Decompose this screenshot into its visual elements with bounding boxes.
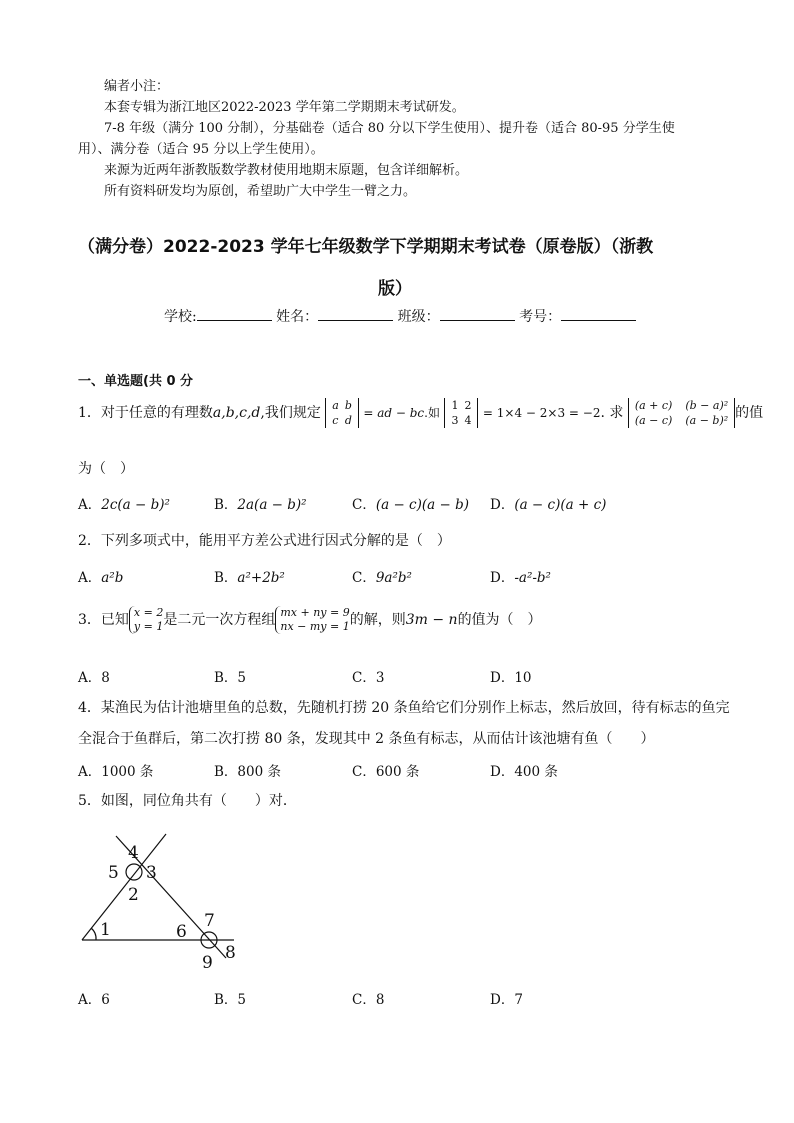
q5-angle-figure <box>70 818 250 974</box>
note-line-3: 来源为近两年浙教版数学教材使用地期末原题，包含详细解析。 <box>104 163 469 178</box>
name-field[interactable] <box>318 307 393 321</box>
q5-option-a[interactable]: A．6 <box>78 992 110 1008</box>
q1-ex-prefix: .如 <box>424 406 440 420</box>
q3-mid: 是二元一次方程组 <box>163 612 276 628</box>
section-heading: 一、单选题(共 0 分 <box>78 374 194 389</box>
q5-option-d[interactable]: D．7 <box>490 992 523 1008</box>
q2-option-b[interactable]: B．a²+2b² <box>214 570 285 586</box>
q4-option-a[interactable]: A．1000 条 <box>78 764 154 780</box>
q2-option-d[interactable]: D．-a²-b² <box>490 570 551 586</box>
q3-option-d[interactable]: D．10 <box>490 670 532 686</box>
page-title-line-2: 版） <box>378 279 412 299</box>
q4-option-d[interactable]: D．400 条 <box>490 764 558 780</box>
question-1-line-2: 为（ ） <box>78 461 134 477</box>
figure-label-6: 6 <box>176 922 187 942</box>
q4-option-b[interactable]: B．800 条 <box>214 764 281 780</box>
q1-ask: . 求 <box>600 405 624 421</box>
question-5-stem: 5．如图，同位角共有（ ）对． <box>78 793 297 809</box>
q3-option-c[interactable]: C．3 <box>352 670 385 686</box>
q3-solution-system: x = 2 y = 1 <box>129 606 163 634</box>
question-4-line-1: 4．某渔民为估计池塘里鱼的总数，先随机打捞 20 条鱼给它们分别作上标志，然后放回，待有标志的鱼完 <box>78 700 730 716</box>
class-label: 班级： <box>397 309 440 325</box>
note-line-2b: 用）、满分卷（适合 95 分以上学生使用）。 <box>78 142 324 157</box>
question-4-line-2: 全混合于鱼群后，第二次打捞 80 条，发现其中 2 条鱼有标志，从而估计该池塘有鱼（ ） <box>78 731 655 747</box>
figure-line-left <box>82 834 166 940</box>
q3-suffix-1: 的解，则 <box>349 612 406 628</box>
name-label: 姓名： <box>276 309 319 325</box>
figure-label-9: 9 <box>202 953 213 973</box>
q1-suffix: 的值 <box>735 405 764 421</box>
q5-option-b[interactable]: B．5 <box>214 992 247 1008</box>
note-line-1: 本套专辑为浙江地区2022-2023 学年第二学期期末考试研发。 <box>104 100 465 115</box>
figure-label-7: 7 <box>204 911 215 931</box>
figure-label-1: 1 <box>100 920 111 940</box>
page-title-line-1: （满分卷）2022-2023 学年七年级数学下学期期末考试卷（原卷版）（浙教 <box>78 237 654 257</box>
figure-label-4: 4 <box>128 843 139 863</box>
q1-determinant-example: 1 2 3 4 <box>444 398 478 428</box>
number-label: 考号： <box>519 309 562 325</box>
q1-option-d[interactable]: D．(a − c)(a + c) <box>490 497 607 513</box>
q2-option-c[interactable]: C．9a²b² <box>352 570 412 586</box>
figure-circle-top <box>126 864 142 880</box>
q3-prefix: 3．已知 <box>78 612 129 628</box>
q1-prefix: 1．对于任意的有理数 <box>78 405 213 421</box>
q5-option-c[interactable]: C．8 <box>352 992 385 1008</box>
q3-option-a[interactable]: A．8 <box>78 670 110 686</box>
note-line-4: 所有资料研发均为原创，希望助广大中学生一臂之力。 <box>104 184 417 199</box>
q1-determinant-ask: (a + c) (b − a)² (a − c) (a − b)² <box>628 398 735 428</box>
q1-determinant-def: a b c d <box>325 398 359 428</box>
q1-option-b[interactable]: B．2a(a − b)² <box>214 497 307 513</box>
q1-vars: a,b,c,d <box>212 405 261 421</box>
figure-label-2: 2 <box>128 885 139 905</box>
q2-option-a[interactable]: A．a²b <box>78 570 124 586</box>
student-info-line <box>164 306 636 326</box>
figure-label-8: 8 <box>225 943 236 963</box>
q3-suffix-2: 的值为（ ） <box>457 612 542 628</box>
note-line-2a: 7-8 年级（满分 100 分制），分基础卷（适合 80 分以下学生使用）、提升卷（适合 80-95 分学生使 <box>104 121 675 136</box>
q1-option-a[interactable]: A．2c(a − b)² <box>78 497 170 513</box>
school-field[interactable] <box>197 307 272 321</box>
q1-def-rhs: = ad − bc <box>363 406 425 420</box>
class-field[interactable] <box>440 307 515 321</box>
figure-label-5: 5 <box>108 863 119 883</box>
figure-angle-1-arc <box>91 928 96 940</box>
note-heading: 编者小注： <box>104 79 170 94</box>
q1-option-c[interactable]: C．(a − c)(a − b) <box>352 497 469 513</box>
school-label: 学校: <box>164 309 197 325</box>
q3-option-b[interactable]: B．5 <box>214 670 247 686</box>
q3-expr: 3m − n <box>405 612 458 628</box>
question-2-stem: 2．下列多项式中，能用平方差公式进行因式分解的是（ ） <box>78 533 451 549</box>
q4-option-c[interactable]: C．600 条 <box>352 764 420 780</box>
question-3-stem <box>78 606 542 634</box>
q1-ex-rhs: = 1×4 − 2×3 = −2 <box>482 406 601 420</box>
q1-mid: ,我们规定 <box>260 405 321 421</box>
question-1-stem <box>78 398 763 428</box>
q3-equation-system: mx + ny = 9 nx − my = 1 <box>275 606 349 634</box>
number-field[interactable] <box>561 307 636 321</box>
figure-label-3: 3 <box>146 863 157 883</box>
